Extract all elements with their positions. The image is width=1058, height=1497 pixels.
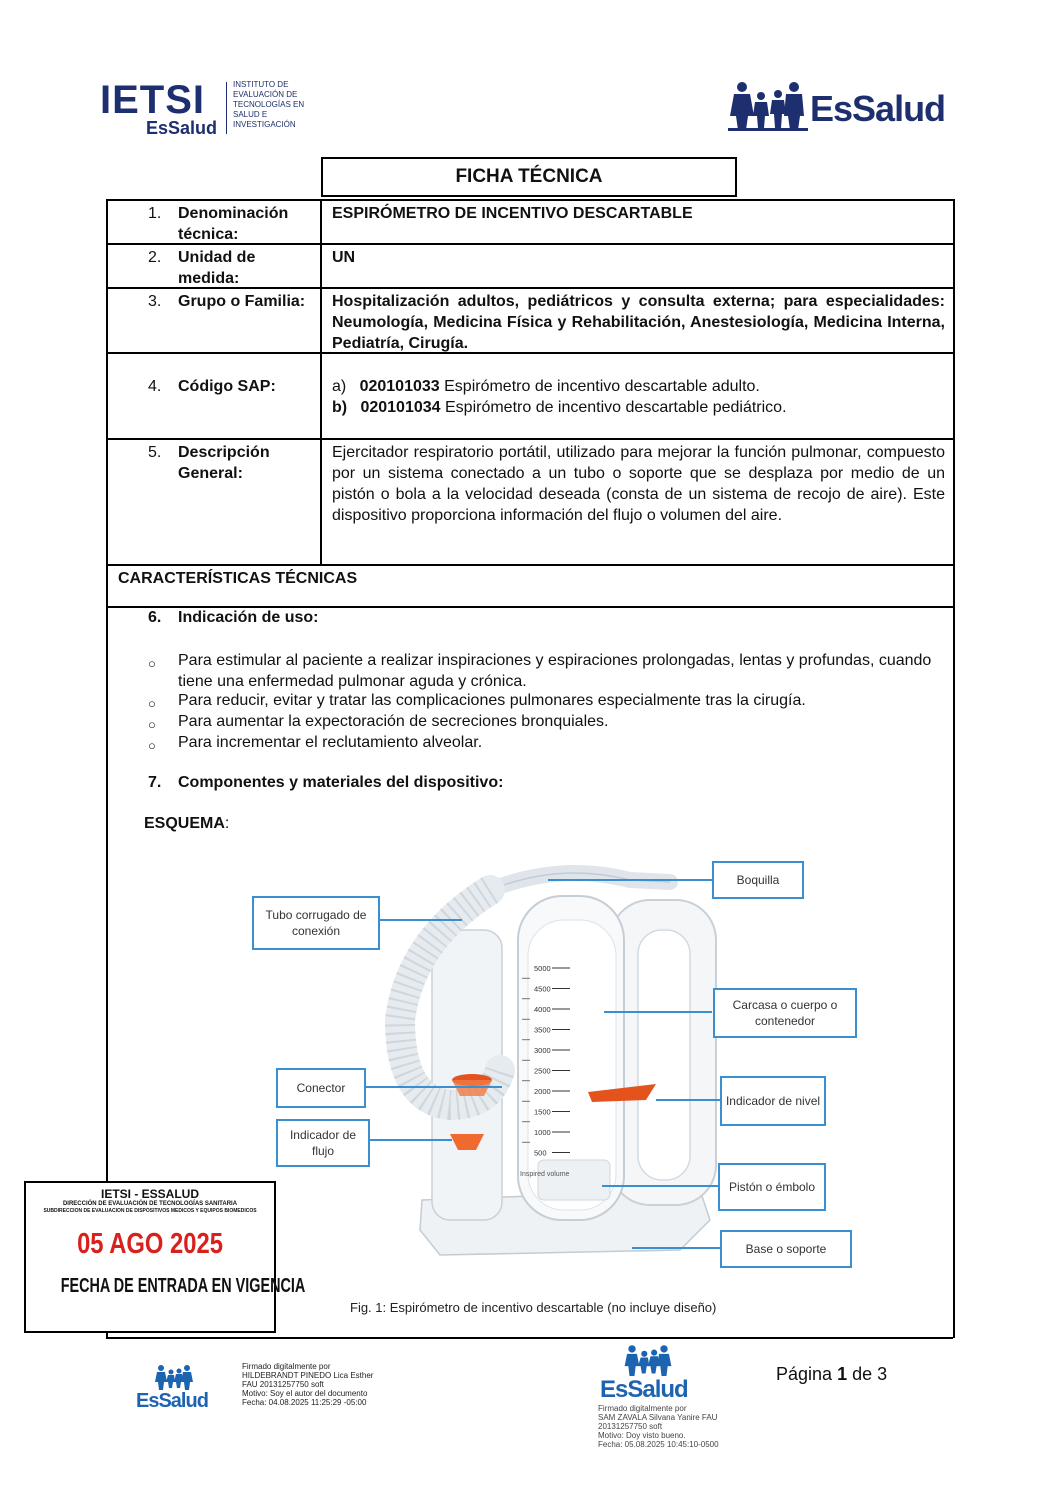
document-title: FICHA TÉCNICA	[321, 157, 737, 197]
page-number	[776, 1364, 887, 1385]
footer-brand-center: EsSalud	[600, 1376, 688, 1403]
essalud-brand-text: EsSalud	[810, 88, 946, 129]
signature-line: Firmado digitalmente por	[242, 1362, 331, 1371]
family-icon	[154, 1364, 194, 1390]
stamp-title: IETSI - ESSALUD	[100, 1187, 199, 1201]
bullet-text: Para estimular al paciente a realizar inspiraciones y espiraciones prolongadas, lentas y profundas, cuando tiene una enfermedad pulmonar aguda y crónica.	[178, 652, 932, 690]
scale-label: 2000	[534, 1087, 551, 1096]
row-value: Ejercitador respiratorio portátil, utilizado para mejorar la función pulmonar, compuesto por un sistema conectado a un tubo o soporte que se desplaza por medio de un pistón o bola a la velocidad deseada (consta de un sistema de recojo de aire). Este dispositivo proporciona información del flujo o volumen del aire.	[332, 444, 945, 524]
page-prefix: Página	[776, 1364, 838, 1384]
logo-divider	[226, 82, 227, 134]
row-label-cell	[108, 289, 322, 352]
signature-line: HILDEBRANDT PINEDO Lica Esther	[242, 1371, 374, 1380]
essalud-logo	[728, 80, 958, 132]
leader-line	[548, 879, 712, 881]
row-value: UN	[332, 249, 356, 266]
sap-code-text: Espirómetro de incentivo descartable pediátrico.	[440, 399, 787, 416]
row-label: Denominación técnica:	[178, 205, 289, 243]
sap-code-a	[332, 376, 945, 397]
list-item	[108, 732, 953, 753]
sap-code-prefix: b)	[332, 399, 348, 416]
ietsi-institute-name: INSTITUTO DE EVALUACIÓN DE TECNOLOGÍAS EN SALUD E INVESTIGACIÓN	[233, 80, 305, 129]
label-boquilla: Boquilla	[712, 861, 804, 899]
signature-line: Fecha: 04.08.2025 11:25:29 -05:00	[242, 1398, 367, 1407]
ietsi-logo-subtext: EsSalud	[146, 118, 218, 138]
row-label: Código SAP:	[178, 378, 276, 395]
row-label: Grupo o Familia:	[178, 293, 306, 310]
scale-label: 1000	[534, 1128, 551, 1137]
row-value: ESPIRÓMETRO DE INCENTIVO DESCARTABLE	[332, 205, 693, 222]
scale-label: 5000	[534, 964, 551, 973]
leader-line	[604, 1011, 712, 1013]
leader-line	[376, 919, 462, 921]
scale-label: 3500	[534, 1025, 551, 1035]
ietsi-logo	[100, 78, 320, 138]
leader-line	[656, 1099, 720, 1101]
validity-stamp	[24, 1181, 306, 1333]
section-header: CARACTERÍSTICAS TÉCNICAS	[118, 570, 358, 587]
footer-brand-left: EsSalud	[136, 1390, 208, 1412]
footer-essalud-logo-left	[132, 1364, 216, 1414]
scale-label: 2500	[534, 1066, 551, 1076]
scale-label: 500	[534, 1148, 547, 1158]
signature-line: Firmado digitalmente por	[598, 1404, 687, 1413]
table-row	[108, 354, 953, 440]
section-6-heading: Indicación de uso:	[178, 609, 319, 626]
esquema-label: ESQUEMA	[144, 815, 225, 832]
spec-table	[106, 199, 955, 608]
list-item	[108, 711, 953, 732]
row-number: 1.	[148, 205, 162, 222]
row-label-cell	[108, 201, 322, 243]
footer-essalud-logo-center	[600, 1344, 700, 1404]
bullet-text: Para reducir, evitar y tratar las complicaciones pulmonares especialmente tras la cirugía.	[178, 692, 806, 709]
bullet-icon: ○	[148, 656, 156, 671]
sap-code-prefix: a)	[332, 378, 347, 395]
signature-line: Motivo: Doy visto bueno.	[598, 1431, 686, 1440]
scale-label: 1500	[534, 1107, 551, 1117]
esquema-heading	[144, 815, 229, 833]
row-number: 2.	[148, 249, 162, 266]
row-label-cell	[108, 440, 322, 564]
scale-caption: Inspired volume	[520, 1171, 570, 1178]
table-section-header-row	[108, 566, 953, 606]
figure-caption: Fig. 1: Espirómetro de incentivo descartable (no incluye diseño)	[350, 1300, 717, 1315]
label-conector: Conector	[276, 1068, 366, 1108]
section-7-number: 7.	[148, 774, 162, 791]
bullet-icon: ○	[148, 717, 156, 732]
signature-2	[598, 1404, 738, 1449]
sap-code-text: Espirómetro de incentivo descartable adulto.	[439, 378, 760, 395]
label-base: Base o soporte	[720, 1230, 852, 1268]
stamp-line-2: SUBDIRECCIÓN DE EVALUACIÓN DE DISPOSITIVOS MÉDICOS Y EQUIPOS BIOMÉDICOS	[43, 1208, 257, 1214]
scale-label: 4500	[534, 984, 551, 994]
scale-label: 4000	[534, 1005, 551, 1014]
row-label: Descripción General:	[178, 444, 270, 482]
table-row	[108, 245, 953, 289]
leader-line	[366, 1139, 452, 1141]
leader-line	[362, 1086, 502, 1088]
page-total: de 3	[847, 1364, 888, 1384]
signature-line: SAM ZAVALA Silvana Yanire FAU	[598, 1413, 718, 1422]
leader-line	[632, 1247, 720, 1249]
leader-line	[602, 1185, 718, 1187]
signature-line: Motivo: Soy el autor del documento	[242, 1389, 368, 1398]
row-number: 3.	[148, 293, 162, 310]
bullet-text: Para incrementar el reclutamiento alveolar.	[178, 734, 483, 751]
bullet-icon: ○	[148, 738, 156, 753]
bullet-icon: ○	[148, 696, 156, 711]
table-row	[108, 289, 953, 354]
esquema-colon: :	[224, 815, 230, 832]
page-current: 1	[837, 1364, 848, 1384]
section-7-heading: Componentes y materiales del dispositivo:	[178, 774, 504, 791]
label-indicador-flujo: Indicador de flujo	[276, 1119, 370, 1167]
row-label-cell	[108, 354, 322, 438]
label-tubo: Tubo corrugado de conexión	[252, 896, 380, 950]
label-piston: Pistón o émbolo	[718, 1163, 826, 1211]
sap-code-b	[332, 397, 945, 418]
label-indicador-nivel: Indicador de nivel	[720, 1076, 826, 1126]
bullet-text: Para aumentar la expectoración de secreciones bronquiales.	[178, 713, 609, 730]
table-row	[108, 201, 953, 245]
row-number: 5.	[148, 444, 162, 461]
stamp-line-1: DIRECCIÓN DE EVALUACIÓN DE TECNOLOGÍAS SANITARIA	[62, 1201, 238, 1207]
section-6-number: 6.	[148, 609, 162, 626]
row-number: 4.	[148, 378, 162, 395]
page-bottom-rule	[106, 1337, 953, 1339]
sap-code-number: 020101033	[359, 378, 440, 395]
ietsi-logo-text: IETSI	[100, 78, 206, 122]
signature-1	[242, 1362, 392, 1407]
stamp-date: 05 AGO 2025	[77, 1228, 223, 1260]
row-value: Hospitalización adultos, pediátricos y consulta externa; para especialidades: Neumología, Medicina Física y Rehabilitación, Anestesiología, Medicina Interna, Pediatría, Cirugía.	[332, 293, 945, 352]
signature-line: Fecha: 05.08.2025 10:45:10-0500	[598, 1440, 719, 1449]
list-item	[108, 650, 953, 692]
signature-line: FAU 20131257750 soft	[242, 1380, 324, 1389]
list-item	[108, 690, 953, 711]
sap-codes	[322, 354, 953, 438]
sap-code-number: 020101034	[360, 399, 441, 416]
scale-label: 3000	[534, 1046, 551, 1055]
stamp-footer: FECHA DE ENTRADA EN VIGENCIA	[60, 1275, 306, 1297]
row-label-cell	[108, 245, 322, 287]
family-icon	[728, 80, 808, 132]
table-row	[108, 440, 953, 566]
signature-line: 20131257750 soft	[598, 1422, 663, 1431]
family-icon	[622, 1344, 674, 1376]
label-carcasa: Carcasa o cuerpo o contenedor	[713, 988, 857, 1038]
row-label: Unidad de medida:	[178, 249, 256, 287]
